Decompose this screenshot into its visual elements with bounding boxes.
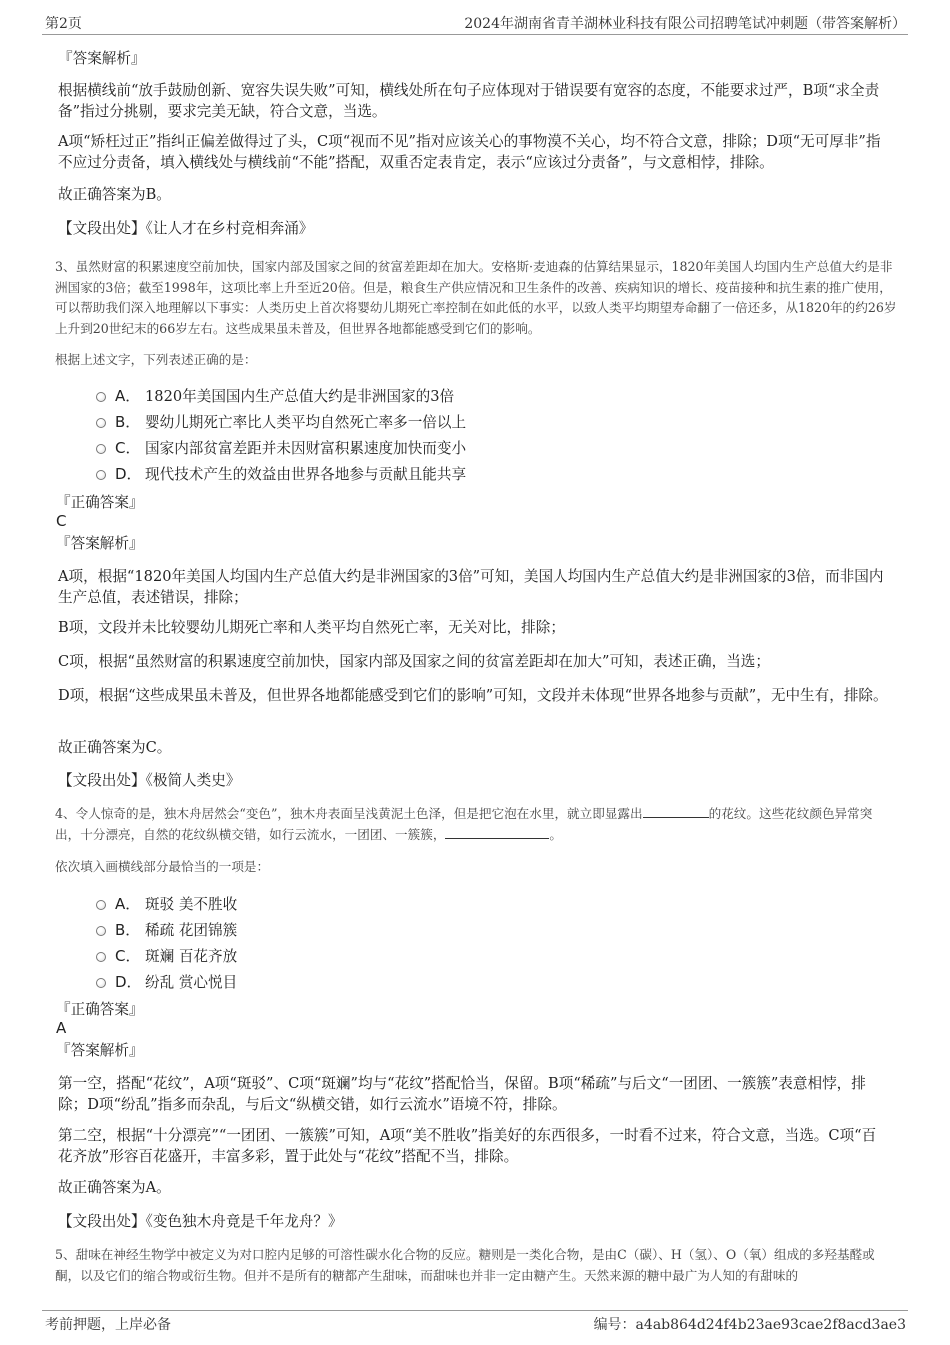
- q3-source: 【文段出处】《极简人类史》: [58, 772, 241, 789]
- option-letter: A．: [115, 387, 141, 405]
- q4-source: 【文段出处】《变色独木舟竟是千年龙舟？》: [58, 1213, 343, 1230]
- option-text: 1820年美国国内生产总值大约是非洲国家的3倍: [145, 388, 455, 405]
- option-letter: B．: [115, 413, 141, 431]
- q4-stem-part-1: 4、令人惊奇的是，独木舟居然会“变色”，独木舟表面呈浅黄泥土色泽，但是把它泡在水里，就立即显露出: [55, 806, 643, 821]
- q2-conclusion: 故正确答案为B。: [58, 186, 171, 203]
- q3-analysis-label: 『答案解析』: [56, 535, 144, 552]
- radio-icon[interactable]: [96, 392, 106, 402]
- q3-option-c[interactable]: [96, 438, 466, 458]
- radio-icon[interactable]: [96, 470, 106, 480]
- q2-analysis-label: 『答案解析』: [58, 50, 146, 67]
- radio-icon[interactable]: [96, 444, 106, 454]
- q3-conclusion: 故正确答案为C。: [58, 739, 172, 756]
- q3-analysis-a: A项，根据“1820年美国人均国内生产总值大约是非洲国家的3倍”可知，美国人均国内生产总值大约是非洲国家的3倍，而非国内生产总值，表述错误，排除；: [58, 568, 884, 606]
- q4-prompt: 依次填入画横线部分最恰当的一项是：: [55, 859, 270, 874]
- q4-analysis-2: 第二空，根据“十分漂亮”“一团团、一簇簇”可知，A项“美不胜收”指美好的东西很多，一时看不过来，符合文意，当选。C项“百花齐放”形容百花盛开，丰富多彩，置于此处与“花纹”搭配不当，排除。: [58, 1127, 877, 1165]
- option-text: 纷乱 赏心悦目: [145, 974, 238, 991]
- q3-stem: 3、虽然财富的积累速度空前加快，国家内部及国家之间的贫富差距却在加大。安格斯·麦迪森的估算结果显示，1820年美国人均国内生产总值大约是非洲国家的3倍；截至1998年，这项比率上升至近20倍。但是，粮食生产供应情况和卫生条件的改善、疾病知识的增长、疫苗接种和抗生素的推广使用，可以帮助我们深入地理解以下事实：人类历史上首次将婴幼儿期死亡率控制在如此低的水平，以致人类平均期望寿命翻了一倍还多，从1820年的约26岁上升到20世纪末的66岁左右。这些成果虽未普及，但世界各地都能感受到它们的影响。: [55, 259, 897, 336]
- option-letter: C．: [115, 439, 141, 457]
- radio-icon[interactable]: [96, 952, 106, 962]
- q3-option-b[interactable]: [96, 412, 466, 432]
- option-letter: A．: [115, 895, 141, 913]
- radio-icon[interactable]: [96, 978, 106, 988]
- radio-icon[interactable]: [96, 418, 106, 428]
- q3-correct-label: 『正确答案』: [56, 494, 144, 511]
- option-text: 国家内部贫富差距并未因财富积累速度加快而变小: [145, 440, 467, 457]
- q4-stem-part-2: 的花纹。这些花纹颜色异常突出，十分漂亮，自然的花纹纵横交错，如行云流水，一团团、一簇簇，: [55, 806, 873, 842]
- q4-analysis-label: 『答案解析』: [56, 1042, 144, 1059]
- radio-icon[interactable]: [96, 900, 106, 910]
- q4-blank-2: [445, 827, 549, 839]
- option-text: 稀疏 花团锦簇: [145, 922, 238, 939]
- option-text: 斑斓 百花齐放: [145, 948, 238, 965]
- header-divider: [42, 34, 908, 35]
- q4-option-a[interactable]: [96, 894, 237, 914]
- option-letter: D．: [115, 973, 142, 991]
- option-letter: D．: [115, 465, 142, 483]
- q4-blank-1: [643, 806, 709, 818]
- q4-conclusion: 故正确答案为A。: [58, 1179, 171, 1196]
- q4-correct-label: 『正确答案』: [56, 1001, 144, 1018]
- q3-analysis-d: D项，根据“这些成果虽未普及，但世界各地都能感受到它们的影响”可知，文段并未体现“世界各地参与贡献”，无中生有，排除。: [58, 687, 888, 704]
- q4-stem: [55, 804, 897, 845]
- q3-option-a[interactable]: [96, 386, 454, 406]
- radio-icon[interactable]: [96, 926, 106, 936]
- q5-stem: 5、甜味在神经生物学中被定义为对口腔内足够的可溶性碳水化合物的反应。糖则是一类化合物，是由C（碳）、H（氢）、O（氧）组成的多羟基醛或酮，以及它们的缩合物或衍生物。但并不是所有的糖都产生甜味，而甜味也并非一定由糖产生。天然来源的糖中最广为人知的有甜味的: [55, 1247, 875, 1283]
- q3-prompt: 根据上述文字，下列表述正确的是：: [55, 352, 257, 367]
- page-number: 第2页: [45, 16, 82, 32]
- q3-answer: C: [56, 512, 67, 530]
- option-letter: C．: [115, 947, 141, 965]
- q3-option-d[interactable]: [96, 464, 466, 484]
- footer-code: 编号：a4ab864d24f4b23ae93cae2f8acd3ae3: [593, 1317, 906, 1333]
- q4-analysis-1: 第一空，搭配“花纹”，A项“斑驳”、C项“斑斓”均与“花纹”搭配恰当，保留。B项“稀疏”与后文“一团团、一簇簇”表意相悖，排除；D项“纷乱”指多而杂乱，与后文“纵横交错，如行云流水”语境不符，排除。: [58, 1075, 866, 1113]
- option-text: 现代技术产生的效益由世界各地参与贡献且能共享: [145, 466, 467, 483]
- q2-analysis-paragraph-2: A项“矫枉过正”指纠正偏差做得过了头，C项“视而不见”指对应该关心的事物漠不关心，均不符合文意，排除；D项“无可厚非”指不应过分责备，填入横线处与横线前“不能”搭配，双重否定表肯定，表示“应该过分责备”，与文意相悖，排除。: [58, 133, 881, 171]
- q4-option-d[interactable]: [96, 972, 237, 992]
- q2-analysis-paragraph-1: 根据横线前“放手鼓励创新、宽容失误失败”可知，横线处所在句子应体现对于错误要有宽容的态度，不能要求过严，B项“求全责备”指过分挑剔，要求完美无缺，符合文意，当选。: [58, 82, 880, 120]
- q4-option-b[interactable]: [96, 920, 237, 940]
- q3-analysis-b: B项，文段并未比较婴幼儿期死亡率和人类平均自然死亡率，无关对比，排除；: [58, 619, 565, 636]
- q4-answer: A: [56, 1019, 67, 1037]
- option-letter: B．: [115, 921, 141, 939]
- option-text: 婴幼儿期死亡率比人类平均自然死亡率多一倍以上: [145, 414, 467, 431]
- q4-option-c[interactable]: [96, 946, 237, 966]
- q4-stem-end: 。: [549, 826, 562, 842]
- q2-source: 【文段出处】《让人才在乡村竞相奔涌》: [58, 220, 314, 237]
- footer-divider: [42, 1310, 908, 1311]
- q3-analysis-c: C项，根据“虽然财富的积累速度空前加快，国家内部及国家之间的贫富差距却在加大”可知，表述正确，当选；: [58, 653, 770, 670]
- option-text: 斑驳 美不胜收: [145, 896, 238, 913]
- footer-slogan: 考前押题，上岸必备: [45, 1317, 171, 1333]
- document-title: 2024年湖南省青羊湖林业科技有限公司招聘笔试冲刺题（带答案解析）: [464, 16, 906, 32]
